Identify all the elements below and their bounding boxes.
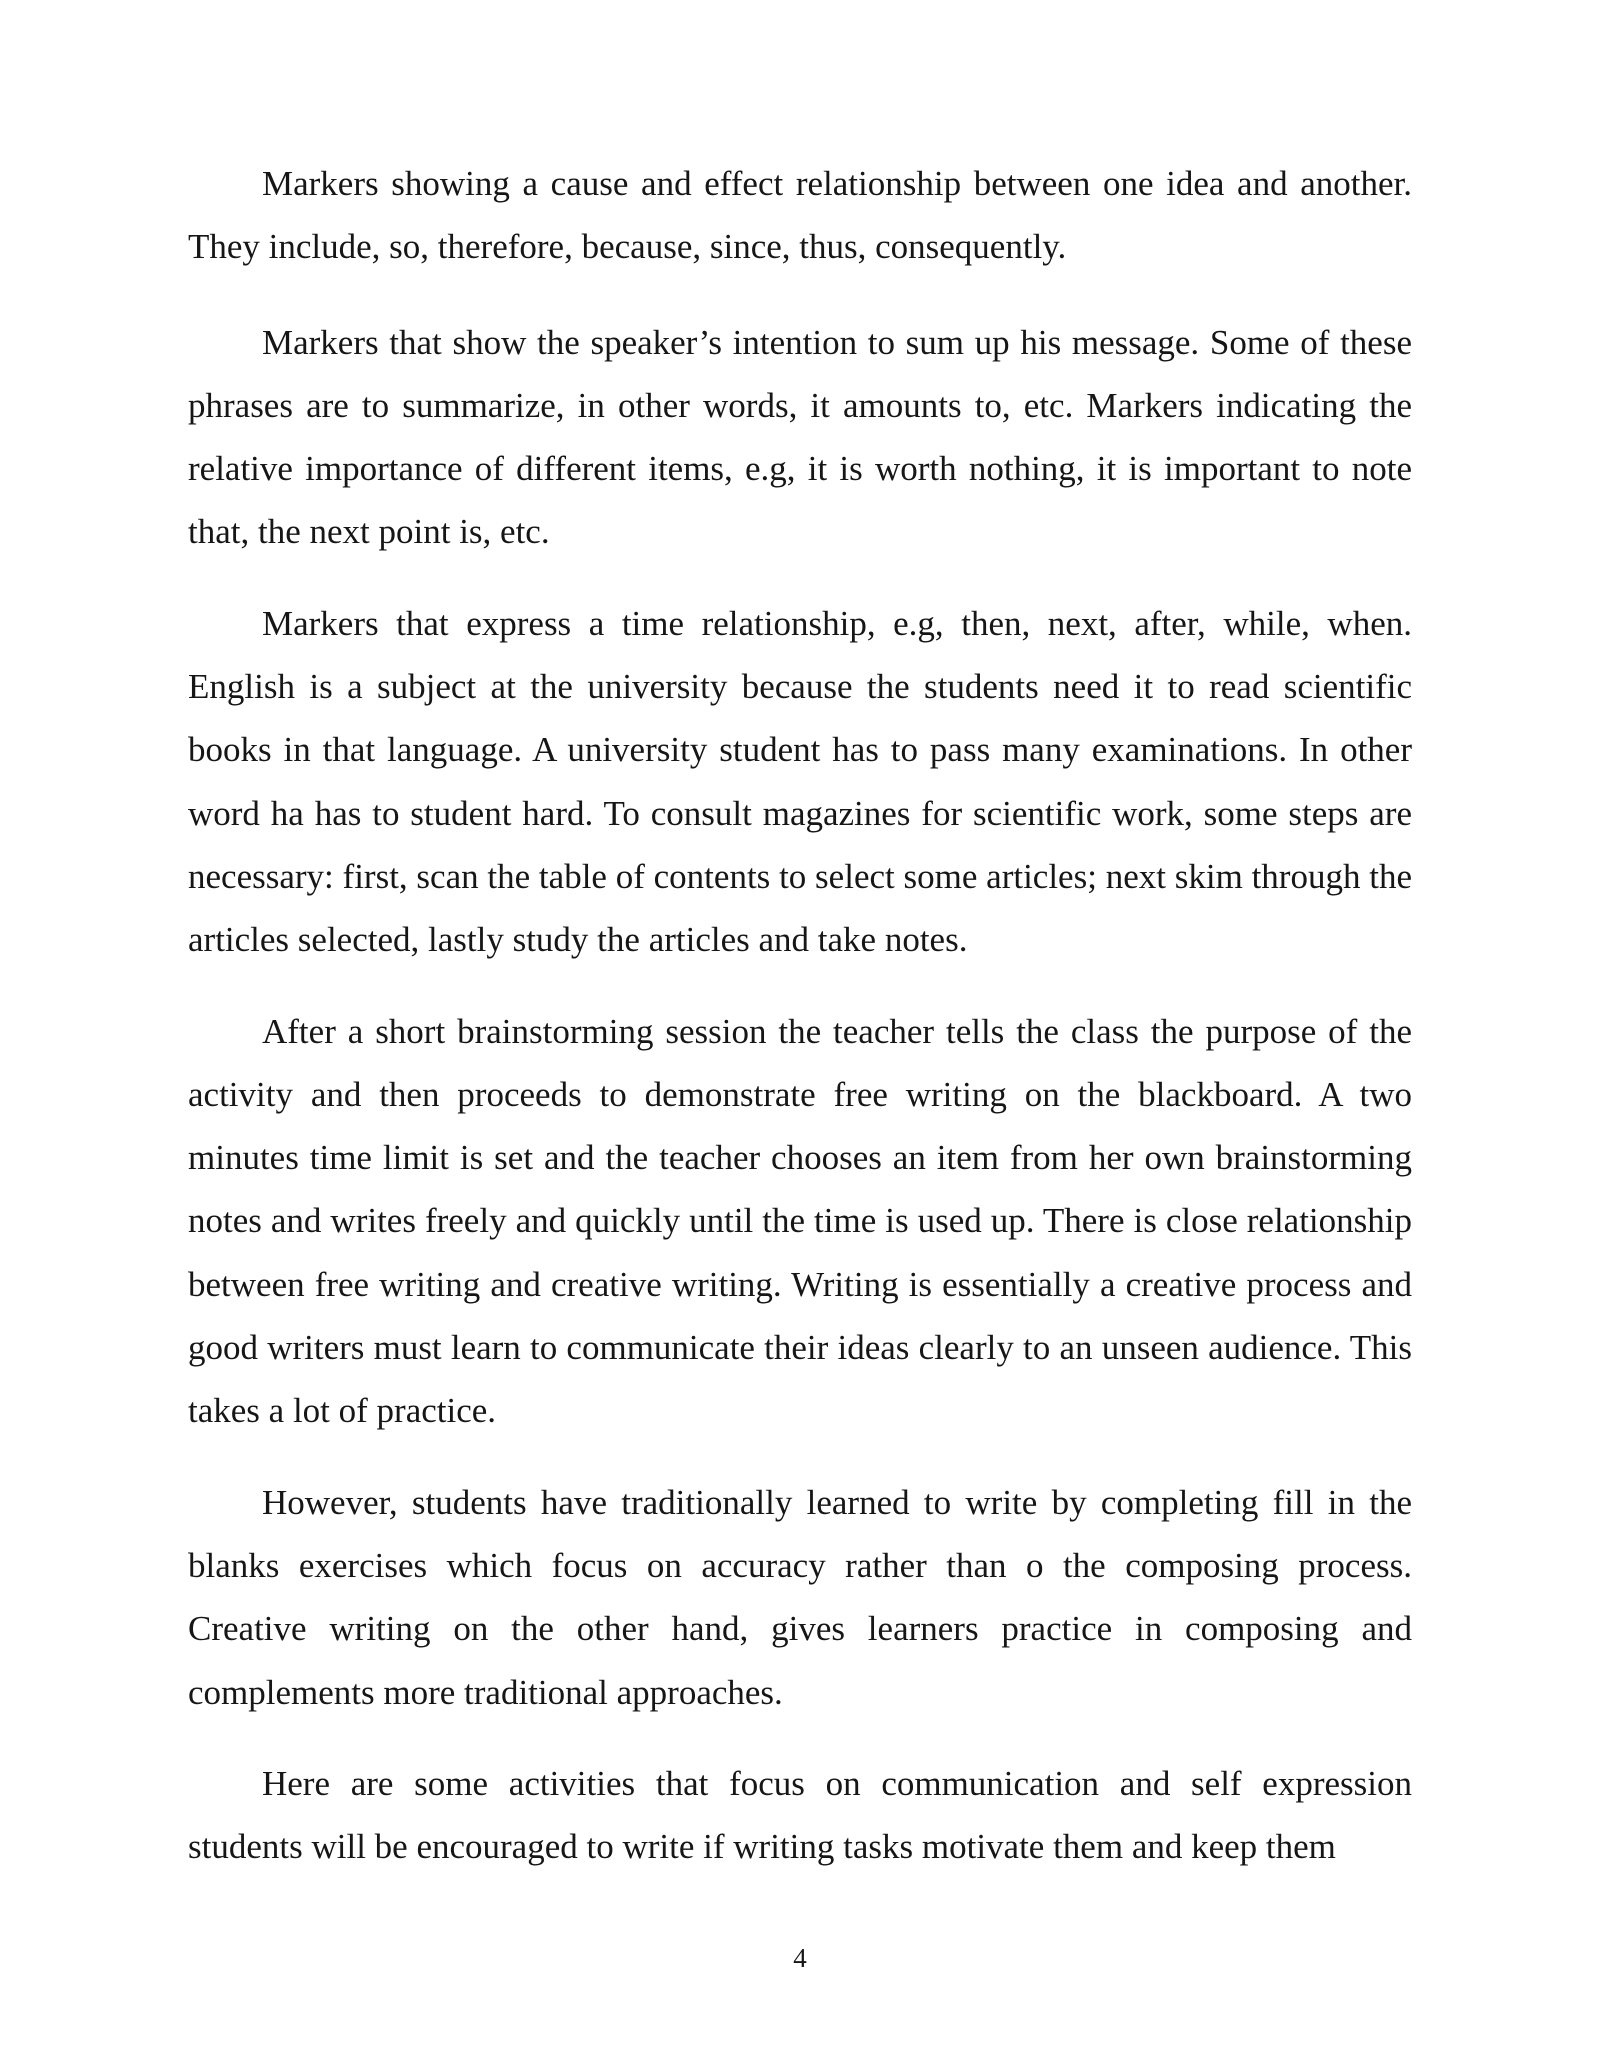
paragraph-creative-writing: However, students have traditionally learned to write by completing fill in the blanks exercises which focus on accuracy rather than o the composing process. Creative writing on the other hand, gives learners practice in composing and complements more traditional approaches. [188, 1482, 1412, 1712]
paragraph-summary-markers: Markers that show the speaker’s intention to sum up his message. Some of these phrases are to summarize, in other words, it amounts to, etc. Markers indicating the relative importance of different items, e.g, it is worth nothing, it is important to note that, the next point is, etc. [188, 322, 1412, 552]
paragraph-time-markers: Markers that express a time relationship, e.g, then, next, after, while, when. English is a subject at the university because the students need it to read scientific books in that language. A university student has to pass many examinations. In other word ha has to student hard. To consult magazines for scientific work, some steps are necessary: first, scan the table of contents to select some articles; next skim through the articles selected, lastly study the articles and take notes. [188, 603, 1412, 960]
paragraph-activities: Here are some activities that focus on communication and self expression students will be encouraged to write if writing tasks motivate them and keep them [188, 1763, 1412, 1867]
paragraph-cause-effect-markers: Markers showing a cause and effect relationship between one idea and another. They include, so, therefore, because, since, thus, consequently. [188, 164, 1412, 267]
page-number: 4 [793, 1943, 807, 1973]
paragraph-free-writing: After a short brainstorming session the teacher tells the class the purpose of the activity and then proceeds to demonstrate free writing on the blackboard. A two minutes time limit is set and the teacher chooses an item from her own brainstorming notes and writes freely and quickly until the time is used up. There is close relationship between free writing and creative writing. Writing is essentially a creative process and good writers must learn to communicate their ideas clearly to an unseen audience. This takes a lot of practice. [188, 1011, 1412, 1431]
body-text [188, 152, 1412, 1906]
